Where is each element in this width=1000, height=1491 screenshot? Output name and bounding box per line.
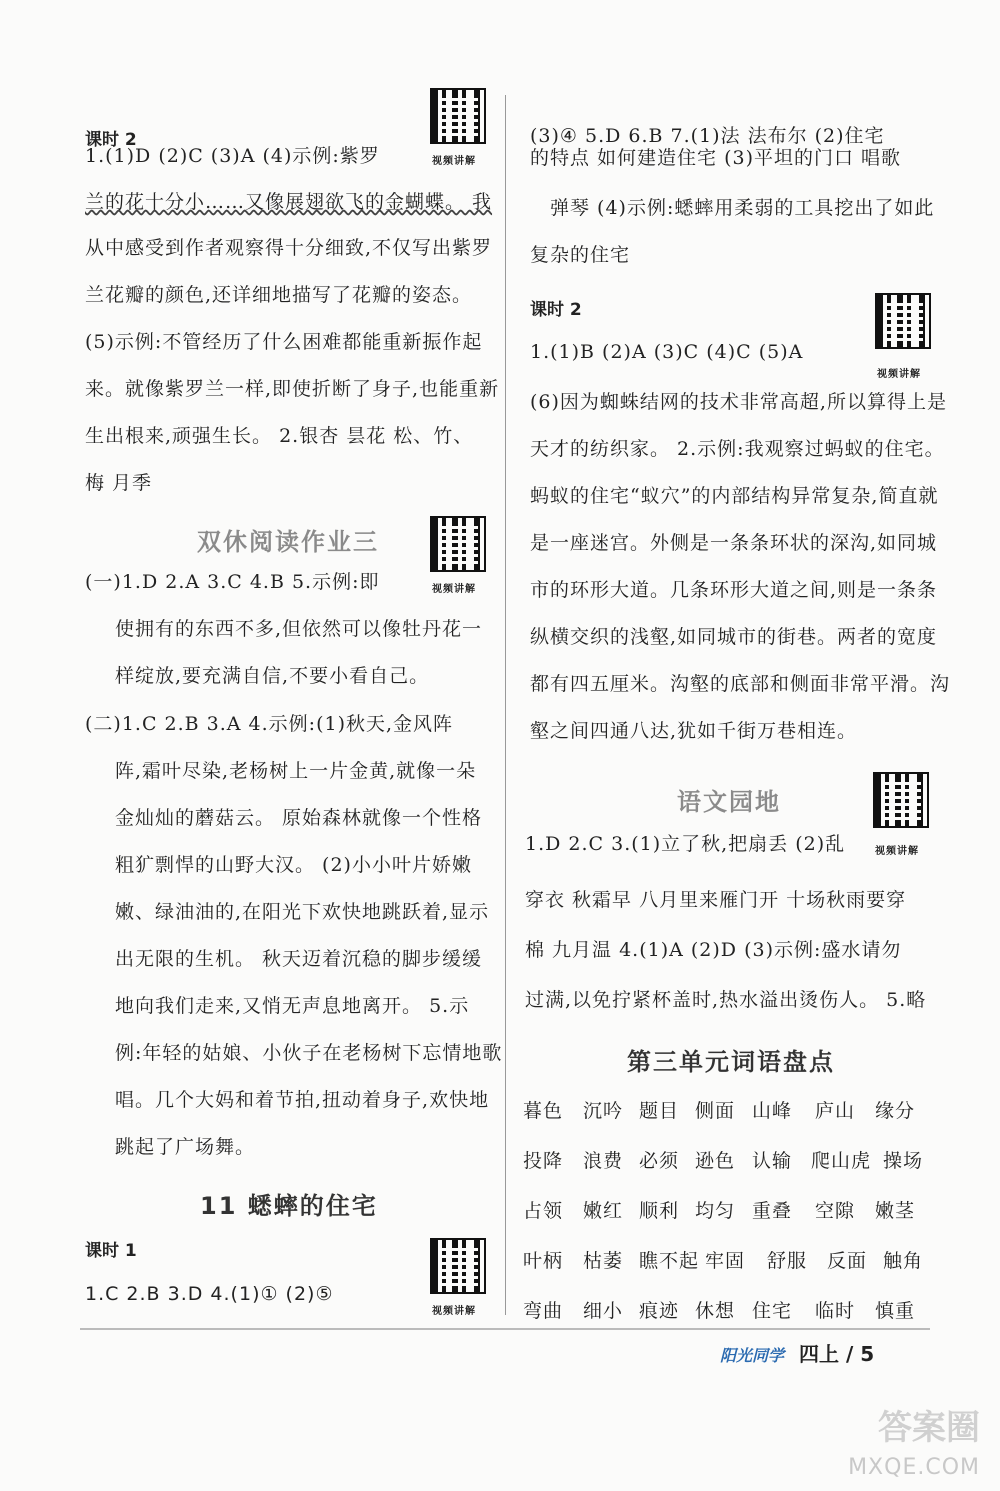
section-title-garden: 语文园地 <box>677 788 781 816</box>
word-item: 嫩红 <box>583 1200 624 1222</box>
answer-line: 棉 九月温 4.(1)A (2)D (3)示例:盛水请勿 <box>525 939 902 961</box>
word-item: 暮色 <box>523 1100 564 1122</box>
answer-line: 出无限的生机。 秋天迈着沉稳的脚步缓缓 <box>115 948 483 970</box>
answer-line: 从中感受到作者观察得十分细致,不仅写出紫罗 <box>85 237 493 259</box>
answer-line: 蚂蚁的住宅“蚁穴”的内部结构异常复杂,简直就 <box>530 485 939 507</box>
answer-line: 兰花瓣的颜色,还详细地描写了花瓣的姿态。 <box>85 284 473 306</box>
word-item: 细小 <box>583 1300 624 1322</box>
column-divider <box>505 95 506 1315</box>
qr-label: 视频讲解 <box>877 369 921 380</box>
answer-line: 跳起了广场舞。 <box>115 1136 256 1158</box>
word-item: 占领 <box>523 1200 564 1222</box>
answer-line: 生出根来,顽强生长。 2.银杏 昙花 松、竹、 <box>85 425 474 447</box>
word-item: 题目 <box>639 1100 680 1122</box>
word-item: 必须 <box>639 1150 680 1172</box>
word-item: 缘分 <box>875 1100 916 1122</box>
page-number: / 5 <box>845 1342 875 1366</box>
lesson1-heading: 课时 1 <box>85 1241 137 1261</box>
word-item: 住宅 <box>752 1300 793 1322</box>
answer-line: 天才的纺织家。 2.示例:我观察过蚂蚁的住宅。 <box>530 438 945 460</box>
lesson2-heading: 课时 2 <box>530 300 582 320</box>
word-item: 弯曲 <box>523 1300 564 1322</box>
answer-line: 复杂的住宅 <box>530 244 631 266</box>
word-item: 逊色 <box>695 1150 736 1172</box>
answer-line: 样绽放,要充满自信,不要小看自己。 <box>115 665 430 687</box>
answer-line: 地向我们走来,又悄无声息地离开。 5.示 <box>115 995 470 1017</box>
word-item: 舒服 <box>767 1250 808 1272</box>
answer-line: (二)1.C 2.B 3.A 4.示例:(1)秋天,金风阵 <box>85 713 454 735</box>
answer-line: 使拥有的东西不多,但依然可以像牡丹花一 <box>115 618 483 640</box>
qr-code-icon[interactable] <box>873 772 929 828</box>
answer-line: 1.C 2.B 3.D 4.(1)① (2)⑤ <box>85 1283 334 1305</box>
word-item: 顺利 <box>639 1200 680 1222</box>
word-item: 枯萎 <box>583 1250 624 1272</box>
word-item: 庐山 <box>815 1100 856 1122</box>
section-title-reading3: 双休阅读作业三 <box>197 528 379 556</box>
word-item: 沉吟 <box>583 1100 624 1122</box>
word-item: 临时 <box>815 1300 856 1322</box>
section-title-words: 第三单元词语盘点 <box>627 1048 835 1076</box>
word-item: 空隙 <box>815 1200 856 1222</box>
word-item: 均匀 <box>695 1200 736 1222</box>
word-item: 投降 <box>523 1150 564 1172</box>
answer-line: (3)④ 5.D 6.B 7.(1)法 法布尔 (2)住宅 <box>530 125 885 147</box>
brand-logo: 阳光同学 <box>720 1346 785 1365</box>
answer-line: 例:年轻的姑娘、小伙子在老杨树下忘情地歌 <box>115 1042 503 1064</box>
answer-line: (6)因为蜘蛛结网的技术非常高超,所以算得上是 <box>530 391 947 413</box>
section-title-lesson11: 11 蟋蟀的住宅 <box>200 1192 378 1220</box>
word-item: 瞧不起 <box>639 1250 700 1272</box>
lesson2-heading: 课时 2 <box>85 130 137 150</box>
qr-label: 视频讲解 <box>432 584 476 595</box>
word-item: 休想 <box>695 1300 736 1322</box>
word-item: 嫩茎 <box>875 1200 916 1222</box>
watermark-logo: 答案圈 <box>878 1408 980 1448</box>
answer-line: 是一座迷宫。外侧是一条条环状的深沟,如同城 <box>530 532 938 554</box>
answer-line: 兰的花十分小……又像展翅欲飞的金蝴蝶。 我 <box>85 191 493 213</box>
word-item: 操场 <box>883 1150 924 1172</box>
answer-line: 穿衣 秋霜早 八月里来雁门开 十场秋雨要穿 <box>525 889 907 911</box>
qr-code-icon[interactable] <box>430 1238 486 1294</box>
answer-line: 梅 月季 <box>85 472 153 494</box>
word-item: 慎重 <box>875 1300 916 1322</box>
answer-line: 都有四五厘米。沟壑的底部和侧面非常平滑。沟 <box>530 673 951 695</box>
word-item: 浪费 <box>583 1150 624 1172</box>
answer-line: 金灿灿的蘑菇云。 原始森林就像一个性格 <box>115 807 483 829</box>
word-item: 触角 <box>883 1250 924 1272</box>
answer-line: 纵横交织的浅壑,如同城市的街巷。两者的宽度 <box>530 626 938 648</box>
qr-label: 视频讲解 <box>875 846 919 857</box>
word-item: 牢固 <box>705 1250 746 1272</box>
answer-line: 嫩、绿油油的,在阳光下欢快地跳跃着,显示 <box>115 901 490 923</box>
watermark-url: MXQE.COM <box>848 1455 980 1480</box>
answer-line: 1.(1)B (2)A (3)C (4)C (5)A <box>530 341 804 363</box>
word-item: 叶柄 <box>523 1250 564 1272</box>
word-item: 山峰 <box>752 1100 793 1122</box>
answer-line: 弹琴 (4)示例:蟋蟀用柔弱的工具挖出了如此 <box>550 197 935 219</box>
qr-code-icon[interactable] <box>430 516 486 572</box>
grade-label: 四上 <box>798 1342 839 1366</box>
answer-line: 阵,霜叶尽染,老杨树上一片金黄,就像一朵 <box>115 760 477 782</box>
footer-rule <box>80 1328 930 1330</box>
word-item: 重叠 <box>752 1200 793 1222</box>
qr-code-icon[interactable] <box>430 88 486 144</box>
answer-line: (5)示例:不管经历了什么困难都能重新振作起 <box>85 331 483 353</box>
answer-line: 粗犷剽悍的山野大汉。 (2)小小叶片娇嫩 <box>115 854 472 876</box>
answer-line: (一)1.D 2.A 3.C 4.B 5.示例:即 <box>85 571 380 593</box>
word-item: 反面 <box>827 1250 868 1272</box>
word-item: 侧面 <box>695 1100 736 1122</box>
answer-line: 壑之间四通八达,犹如千街万巷相连。 <box>530 720 858 742</box>
answer-line: 的特点 如何建造住宅 (3)平坦的门口 唱歌 <box>530 147 902 169</box>
page-footer <box>720 1338 874 1367</box>
word-item: 痕迹 <box>639 1300 680 1322</box>
word-item: 爬山虎 <box>811 1150 872 1172</box>
qr-label: 视频讲解 <box>432 156 476 167</box>
qr-label: 视频讲解 <box>432 1306 476 1317</box>
word-item: 认输 <box>752 1150 793 1172</box>
answer-line: 过满,以免拧紧杯盖时,热水溢出烫伤人。 5.略 <box>525 989 927 1011</box>
qr-code-icon[interactable] <box>875 293 931 349</box>
answer-line: 市的环形大道。几条环形大道之间,则是一条条 <box>530 579 938 601</box>
answer-line: 1.D 2.C 3.(1)立了秋,把扇丢 (2)乱 <box>525 833 846 855</box>
answer-line: 唱。几个大妈和着节拍,扭动着身子,欢快地 <box>115 1089 490 1111</box>
answer-line: 1.(1)D (2)C (3)A (4)示例:紫罗 <box>85 145 380 167</box>
answer-line: 来。就像紫罗兰一样,即使折断了身子,也能重新 <box>85 378 500 400</box>
